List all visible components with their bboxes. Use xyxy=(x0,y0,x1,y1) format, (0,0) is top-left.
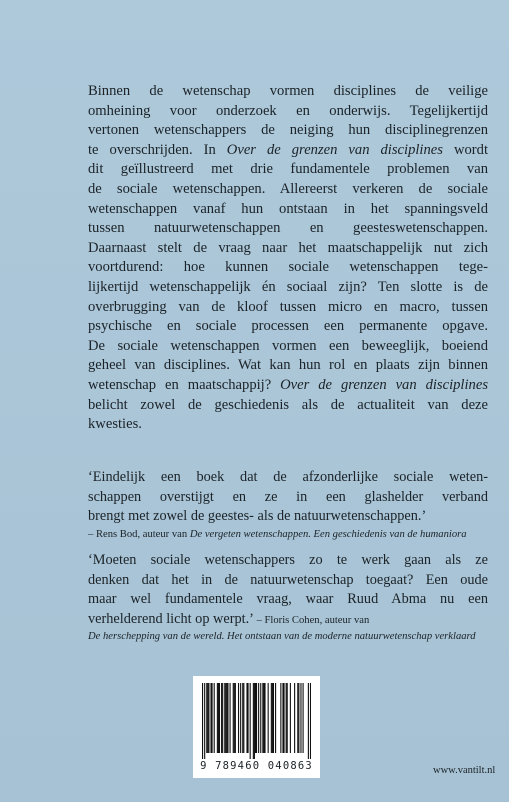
blurb-line xyxy=(88,239,488,259)
barcode-bar xyxy=(218,683,219,753)
barcode-bar xyxy=(219,683,220,753)
blurb-line xyxy=(88,180,488,200)
barcode-bar xyxy=(253,683,254,759)
barcode-bar xyxy=(264,683,265,753)
blurb-text-run: kwesties. xyxy=(88,416,142,433)
blurb-text-run: De sociale wetenschappen vormen een beweeglijk, boeiend xyxy=(88,337,488,354)
review-quote-cohen xyxy=(88,551,488,645)
barcode-bar xyxy=(310,683,311,759)
barcode-bar xyxy=(210,683,211,753)
barcode-bar xyxy=(224,683,225,753)
quote-attribution xyxy=(88,629,488,645)
barcode-bar xyxy=(290,683,291,753)
quote-line: verhelderend licht op werpt.’ – Floris Cohen, auteur van xyxy=(88,610,370,627)
blurb-text xyxy=(88,82,488,435)
review-quote-bod xyxy=(88,468,488,543)
blurb-line xyxy=(88,160,488,180)
barcode-bar xyxy=(300,683,301,753)
barcode-bar xyxy=(272,683,273,753)
blurb-line xyxy=(88,415,488,435)
isbn-barcode xyxy=(193,676,320,778)
barcode-bar xyxy=(280,683,281,753)
blurb-line xyxy=(88,102,488,122)
blurb-text-run: overbrugging van de kloof tussen micro en macro, tussen xyxy=(88,298,488,315)
blurb-text-run: belicht zowel de geschiedenis als de actualiteit van deze xyxy=(88,396,488,413)
blurb-text-run: de sociale wetenschappen. Allereerst verkeren de sociale xyxy=(88,180,488,197)
blurb-text-run: dit geïllustreerd met drie fundamentele problemen van xyxy=(88,161,488,178)
barcode-bar xyxy=(260,683,261,753)
barcode-bar xyxy=(262,683,263,753)
blurb-text-run: Binnen de wetenschap vormen disciplines de veilige xyxy=(88,83,488,99)
blurb-text-run: voortdurend: hoe kunnen sociale wetenschappen tege- xyxy=(88,259,488,276)
barcode-bar xyxy=(227,683,228,753)
barcode-bar xyxy=(287,683,288,753)
barcode-bar xyxy=(283,683,284,753)
barcode-bar xyxy=(212,683,213,753)
barcode-bar xyxy=(222,683,223,753)
barcode-bar xyxy=(273,683,274,753)
quote-line: maar wel fundamentele vraag, waar Ruud Abma nu een xyxy=(88,591,488,608)
barcode-bar xyxy=(230,683,231,753)
barcode-bar xyxy=(294,683,295,753)
blurb-line xyxy=(88,258,488,278)
barcode-bar xyxy=(204,683,205,759)
blurb-line xyxy=(88,317,488,337)
barcode-bar xyxy=(226,683,227,753)
blurb-line xyxy=(88,356,488,376)
barcode-bar xyxy=(235,683,236,753)
barcode-bar xyxy=(308,683,309,759)
barcode-bar xyxy=(248,683,249,753)
barcode-bar xyxy=(303,683,304,753)
barcode-bar xyxy=(250,683,251,759)
blurb-text-run: lijkertijd wetenschappelijk én sociaal zijn? Ten slotte is de xyxy=(88,278,488,295)
blurb-text-run: psychische en sociale processen een permanente opgave. xyxy=(88,318,488,335)
attribution-work-title: De vergeten wetenschappen. Een geschiedenis van de humaniora xyxy=(189,528,467,540)
quote-line: ‘Eindelijk een boek dat de afzonderlijke sociale weten- xyxy=(88,469,488,485)
barcode-bars xyxy=(202,683,311,759)
quote-line: brengt met zowel de geestes- als de natuurwetenschappen.’ xyxy=(88,508,427,525)
barcode-bar xyxy=(206,683,207,753)
book-title: Over de grenzen van disciplines xyxy=(226,141,443,158)
blurb-line xyxy=(88,376,488,396)
barcode-bar xyxy=(258,683,259,753)
barcode-bar xyxy=(275,683,276,753)
barcode-bar xyxy=(297,683,298,753)
blurb-line xyxy=(88,219,488,239)
publisher-website: www.vantilt.nl xyxy=(433,765,496,776)
barcode-bar xyxy=(282,683,283,753)
attribution-work-title: De herschepping van de wereld. Het ontstaan van de moderne natuurwetenschap verklaard xyxy=(88,631,476,643)
blurb-line xyxy=(88,396,488,416)
barcode-bar xyxy=(243,683,244,753)
blurb-line xyxy=(88,337,488,357)
isbn-number: 9 789460 040863 xyxy=(200,760,313,772)
barcode-bar xyxy=(225,683,226,753)
quote-line: ‘Moeten sociale wetenschappers zo te werk gaan als ze xyxy=(88,552,488,568)
barcode-bar xyxy=(256,683,257,753)
quote-attribution: – Rens Bod, auteur van De vergeten wetenschappen. Een geschiedenis van de humaniora xyxy=(88,528,467,540)
blurb-line xyxy=(88,121,488,141)
barcode-bar xyxy=(240,683,241,753)
barcode-bar xyxy=(233,683,234,753)
barcode-bar xyxy=(298,683,299,753)
blurb-text-run: wetenschap en maatschappij? xyxy=(88,376,281,393)
barcode-bar xyxy=(268,683,269,753)
blurb-text-run: omheining voor onderzoek en onderwijs. Tegelijkertijd xyxy=(88,102,488,119)
blurb-line xyxy=(88,200,488,220)
barcode-bar xyxy=(242,683,243,753)
blurb-line xyxy=(88,298,488,318)
barcode-bar xyxy=(208,683,209,753)
blurb-line xyxy=(88,141,488,161)
blurb-text-run: wetenschappen vanaf hun ontstaan in het spanningsveld xyxy=(88,200,488,217)
book-title: Over de grenzen van disciplines xyxy=(280,376,488,393)
blurb-line xyxy=(88,82,488,102)
quote-line: denken dat het in de natuurwetenschap toegaat? Een oude xyxy=(88,571,488,588)
blurb-line xyxy=(88,278,488,298)
blurb-text-run: vertonen wetenschappers de neiging hun disciplinegrenzen xyxy=(88,122,488,139)
barcode-bar xyxy=(214,683,215,753)
blurb-text-run: tussen natuurwetenschappen en geesteswetenschappen. xyxy=(88,220,488,237)
barcode-bar xyxy=(271,683,272,753)
barcode-bar xyxy=(202,683,203,759)
barcode-bar xyxy=(238,683,239,753)
blurb-text-run: Daarnaast stelt de vraag naar het maatschappelijk nut zich xyxy=(88,239,488,256)
barcode-bar xyxy=(286,683,287,753)
barcode-bar xyxy=(234,683,235,753)
barcode-bar xyxy=(255,683,256,753)
barcode-bar xyxy=(246,683,247,753)
blurb-text-run: te overschrijden. In xyxy=(88,141,227,158)
barcode-bar xyxy=(217,683,218,753)
quote-line: schappen overstijgt en ze in een glashelder verband xyxy=(88,488,488,505)
barcode-bar xyxy=(207,683,208,753)
barcode-bar xyxy=(221,683,222,753)
blurb-text-run: geheel van disciplines. Wat kan hun rol en plaats zijn binnen xyxy=(88,357,488,374)
barcode-bar xyxy=(263,683,264,753)
blurb-text-run: wordt xyxy=(442,141,488,158)
barcode-bar xyxy=(254,683,255,759)
